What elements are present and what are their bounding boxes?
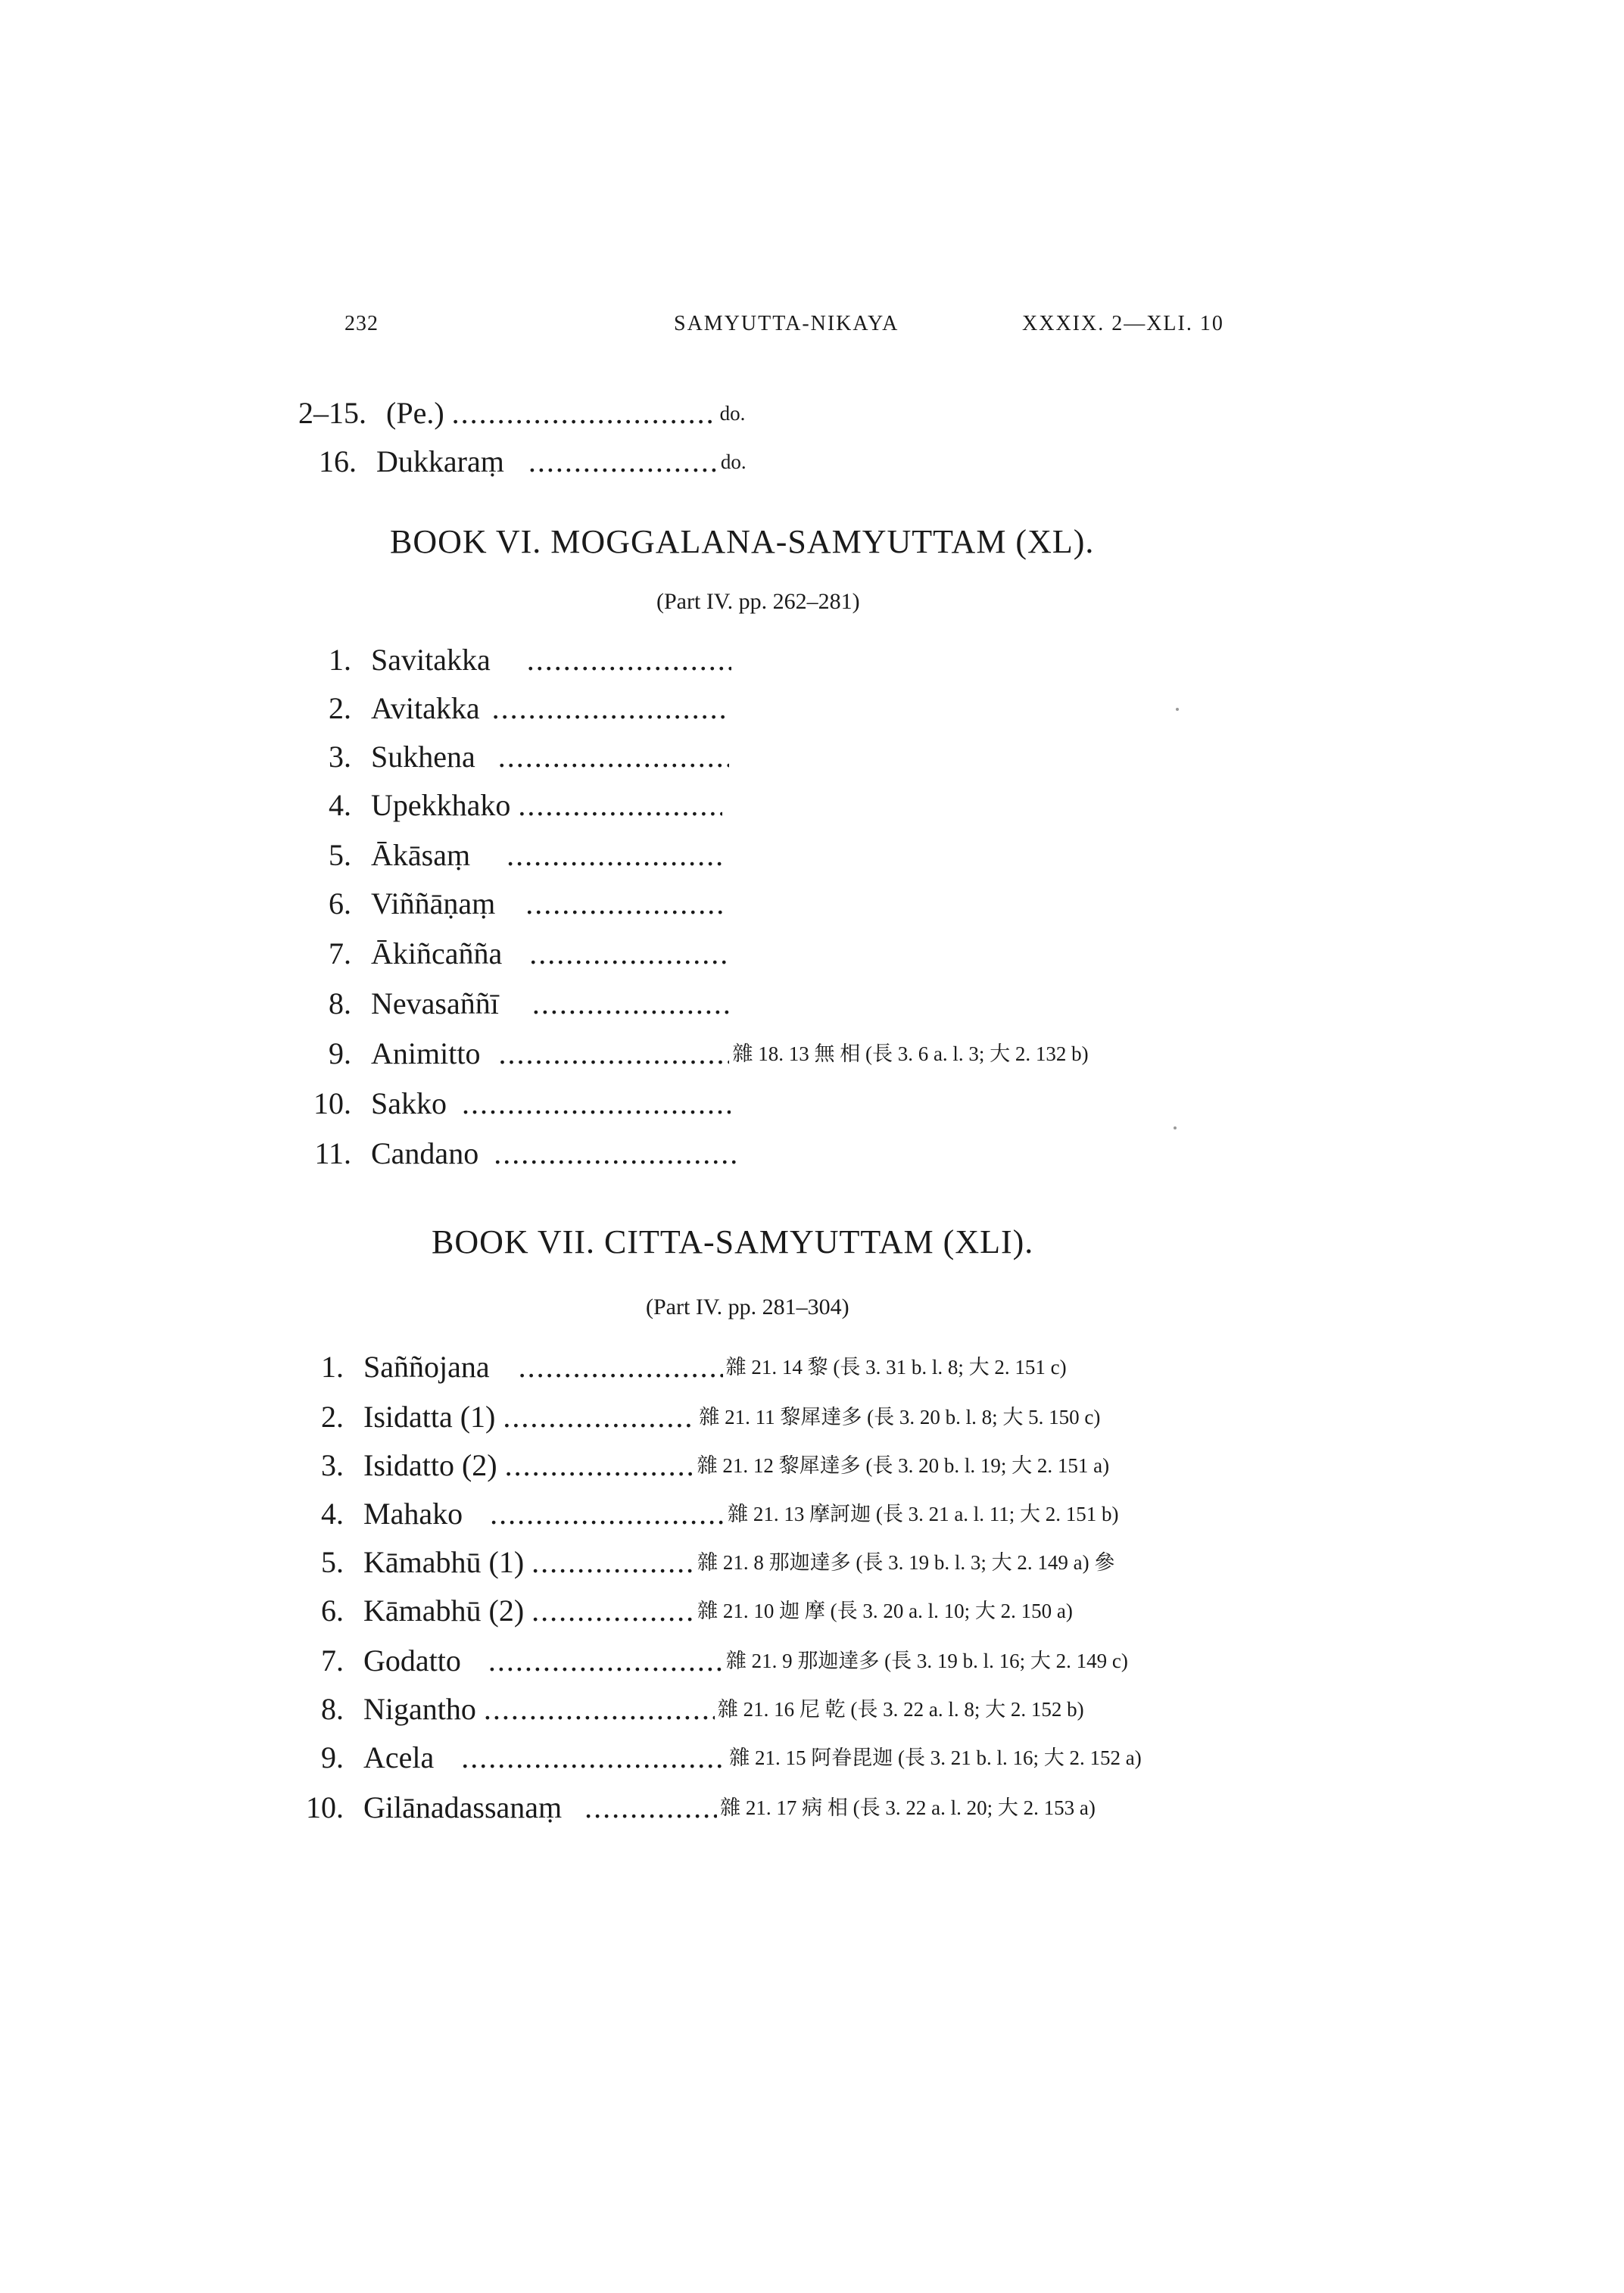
page-number: 232 [344,312,379,335]
list-item [329,933,726,975]
list-item [329,983,729,1025]
leader-dots [452,392,717,435]
item-title: Saññojana [363,1350,490,1384]
item-title: Dukkaraṃ [376,444,504,478]
list-item [329,784,722,827]
list-item [329,639,731,681]
list-item [321,1444,1110,1487]
item-title: Upekkhako [371,788,511,822]
book-heading: BOOK VII. CITTA-SAMYUTTAM (XLI). [432,1223,1034,1260]
leader-dots [519,1346,723,1388]
list-item [321,1640,1128,1682]
scan-speck [1174,1126,1177,1129]
item-reference: 雜 21. 9 那迦達多 (長 3. 19 b. l. 16; 大 2. 149 c) [725,1650,1128,1672]
list-item [321,1346,1067,1388]
leader-dots [505,1444,694,1487]
leader-dots [507,834,726,877]
item-number: 9. [321,1740,344,1774]
item-title: Godatto [363,1643,461,1678]
running-header [0,312,1624,357]
running-title: SAMYUTTA-NIKAYA [674,312,899,335]
item-title: Nigantho [363,1692,476,1726]
leader-dots [503,1396,696,1438]
list-item [329,687,727,730]
item-reference: 雜 21. 14 黎 (長 3. 31 b. l. 8; 大 2. 151 c) [725,1356,1067,1379]
item-reference: 雜 21. 10 迦 摩 (長 3. 20 a. l. 10; 大 2. 150 a) [697,1600,1073,1622]
item-number: 2. [329,691,351,725]
leader-dots [528,441,718,483]
item-title: Viññāṇaṃ [371,886,496,921]
item-title: Avitakka [371,691,480,725]
item-title: Animitto [371,1036,481,1070]
list-item [313,1083,731,1125]
item-number: 8. [321,1692,344,1726]
item-reference: 雜 21. 13 摩訶迦 (長 3. 21 a. l. 11; 大 2. 151 b) [728,1503,1119,1525]
leader-dots [488,1640,723,1682]
leader-dots [532,983,729,1025]
item-number: 4. [329,788,351,822]
list-item [314,1132,736,1175]
item-number: 16. [319,444,357,478]
book-heading: BOOK VI. MOGGALANA-SAMYUTTAM (XL). [390,523,1095,560]
leader-dots [584,1787,717,1829]
list-item [329,736,729,778]
item-title: Ākāsaṃ [371,838,471,872]
item-number: 3. [321,1448,344,1482]
item-title: Mahako [363,1497,463,1531]
item-number: 11. [314,1136,351,1170]
item-title: Gilānadassanaṃ [363,1790,563,1824]
scan-speck [1176,708,1179,711]
item-number: 6. [329,886,351,921]
leader-dots [494,1132,736,1175]
list-item [329,834,726,877]
leader-dots [462,1083,731,1125]
item-number: 5. [329,838,351,872]
item-number: 7. [321,1643,344,1678]
leader-dots [490,1493,725,1535]
item-title: Sukhena [371,740,475,774]
item-number: 7. [329,936,351,970]
item-number: 10. [306,1790,344,1824]
item-title: Candano [371,1136,479,1170]
list-item [321,1493,1119,1535]
leader-dots [531,1590,694,1632]
item-title: Kāmabhū (1) [363,1545,525,1579]
item-number: 10. [313,1086,351,1120]
item-number: 1. [329,643,351,677]
item-title: Nevasaññī [371,986,499,1020]
item-title: Isidatto (2) [363,1448,497,1482]
leader-dots [525,883,722,925]
leader-dots [498,1033,729,1075]
item-title: Sakko [371,1086,447,1120]
list-item [321,1541,1115,1584]
leader-dots [461,1737,726,1779]
item-title: Savitakka [371,643,491,677]
item-number: 3. [329,740,351,774]
list-item [321,1737,1142,1779]
item-number: 1. [321,1350,344,1384]
list-item [321,1590,1073,1632]
part-reference: (Part IV. pp. 281–304) [646,1294,849,1319]
item-reference: 雜 18. 13 無 相 (長 3. 6 a. l. 3; 大 2. 132 b) [732,1042,1089,1065]
leader-dots [531,1541,694,1584]
section-range: XXXIX. 2—XLI. 10 [1022,312,1224,335]
leader-dots [518,784,722,827]
list-item [319,441,747,483]
part-reference: (Part IV. pp. 262–281) [656,589,860,614]
item-reference: 雜 21. 12 黎犀達多 (長 3. 20 b. l. 19; 大 2. 151 a) [697,1454,1110,1477]
item-title: (Pe.) [386,396,444,430]
item-number: 2–15. [298,396,366,430]
item-reference: 雜 21. 16 尼 乾 (長 3. 22 a. l. 8; 大 2. 152 b) [717,1698,1084,1721]
leader-dots [498,736,729,778]
item-title: Acela [363,1740,435,1774]
item-reference: 雜 21. 11 黎犀達多 (長 3. 20 b. l. 8; 大 5. 150 c) [699,1406,1101,1428]
item-number: 4. [321,1497,344,1531]
leader-dots [484,1688,715,1731]
list-item [321,1688,1084,1731]
item-number: 5. [321,1545,344,1579]
list-item [298,392,746,435]
list-item [321,1396,1101,1438]
item-number: 9. [329,1036,351,1070]
item-reference: 雜 21. 15 阿眷毘迦 (長 3. 21 b. l. 16; 大 2. 152 a) [729,1746,1142,1769]
leader-dots [529,933,726,975]
item-number: 6. [321,1594,344,1628]
item-title: Isidatta (1) [363,1400,496,1434]
item-number: 2. [321,1400,344,1434]
list-item [329,1033,1089,1075]
leader-dots [492,687,727,730]
leader-dots [527,639,731,681]
item-number: 8. [329,986,351,1020]
item-reference: 雜 21. 8 那迦達多 (長 3. 19 b. l. 3; 大 2. 149 a) 參 [697,1551,1115,1574]
item-title: Kāmabhū (2) [363,1594,525,1628]
item-title: Ākiñcañña [371,936,503,970]
list-item [329,883,722,925]
list-item [306,1787,1096,1829]
item-reference: do. [719,402,746,425]
item-reference: 雜 21. 17 病 相 (長 3. 22 a. l. 20; 大 2. 153 a) [720,1796,1096,1819]
item-reference: do. [720,450,747,473]
